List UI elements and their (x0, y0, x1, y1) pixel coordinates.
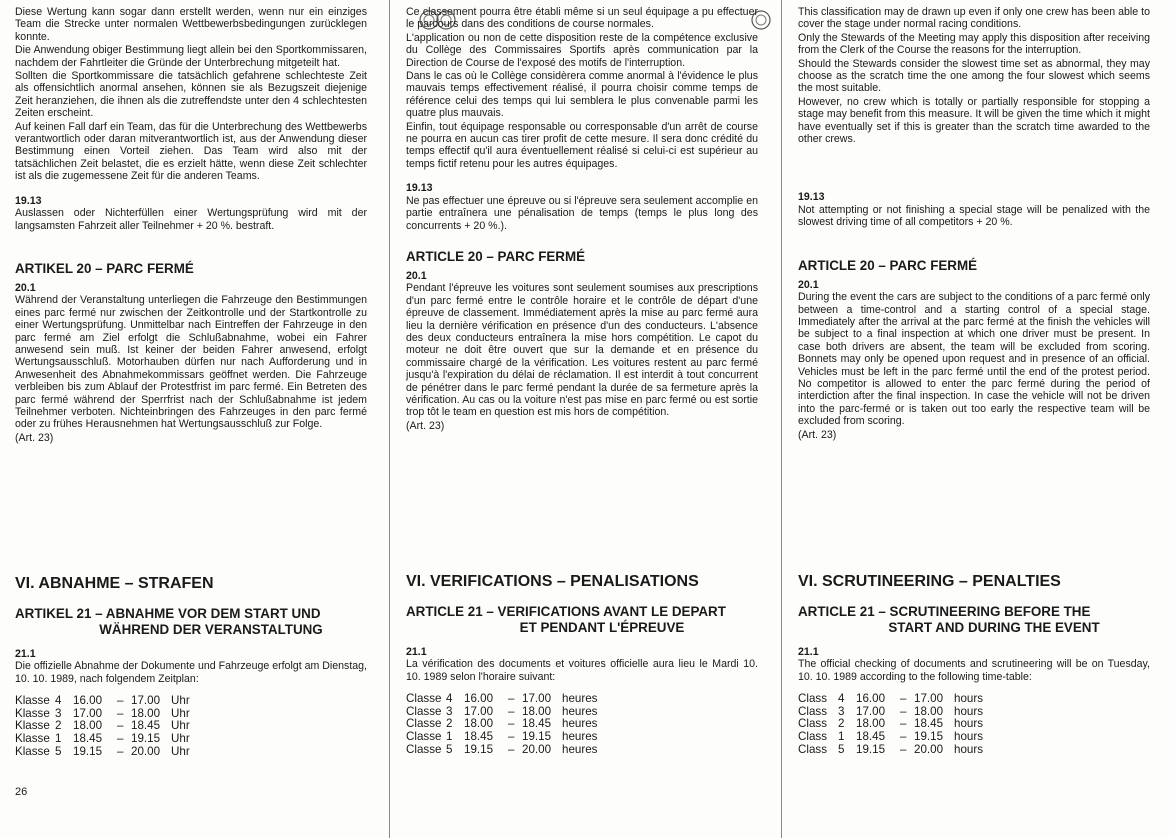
time-dash: – (508, 704, 515, 718)
class-label: Klasse (15, 706, 50, 720)
class-number: 3 (838, 704, 845, 718)
article-heading-line: ARTIKEL 21 – ABNAHME VOR DEM START UND (15, 606, 321, 621)
section-number: 21.1 (798, 646, 819, 658)
paragraph: Sollten die Sportkommissare die tatsächlich gefahrene schlechteste Zeit als offensichtlich anormal ansehen, können sie als Bezugszeit diejenige Zeit heranziehen, die ihnen als die zutreffendste unter den 4 schlechtesten Zeiten erscheint. (15, 70, 367, 120)
class-number: 5 (55, 744, 62, 758)
paragraph: Should the Stewards consider the slowest time set as abnormal, they may choose as the scratch time the one among the four slowest which seems the most suitable. (798, 57, 1150, 95)
time-unit: Uhr (171, 732, 190, 745)
time-from: 17.00 (73, 706, 103, 720)
time-unit: hours (954, 730, 984, 743)
section-heading: VI. SCRUTINEERING – PENALTIES (798, 573, 1061, 590)
time-unit: heures (562, 742, 598, 756)
time-from: 16.00 (856, 692, 886, 706)
time-from: 16.00 (464, 692, 494, 706)
paragraph: Einfin, tout équipage responsable ou corresponsable d'un arrêt de course ne pourra en aucun cas tirer profit de cette mesure. Il sera donc crédité du temps effectif qu'il aura éventuellement réalisé si celui-ci est supérieur au temps fictif retenu pour les autres équipages. (406, 120, 758, 170)
class-label: Classe (406, 692, 442, 706)
timetable-row (406, 744, 758, 757)
article-reference: (Art. 23) (406, 419, 445, 432)
class-number: 1 (55, 732, 62, 745)
time-dash: – (900, 742, 907, 756)
time-unit: Uhr (171, 744, 190, 758)
paragraph: Die offizielle Abnahme der Dokumente und Fahrzeuge erfolgt am Dienstag, 10. 10. 1989, nach folgendem Zeitplan: (15, 660, 367, 685)
time-dash: – (900, 704, 907, 718)
article-heading: ARTIKEL 20 – PARC FERMÉ (15, 260, 194, 276)
time-to: 18.45 (131, 719, 161, 733)
article-heading-line: ET PENDANT L'ÉPREUVE (519, 619, 685, 635)
time-unit: Uhr (171, 719, 190, 733)
class-number: 4 (446, 692, 453, 706)
time-dash: – (117, 706, 124, 720)
english-lower (798, 572, 1150, 756)
section-heading: VI. VERIFICATIONS – PENALISATIONS (406, 573, 699, 590)
paragraph: Ce classement pourra être établi même si un seul équipage a pu effectuer le parcours dans des conditions de course normales. (406, 6, 758, 31)
german-lower (15, 574, 367, 758)
section-number: 21.1 (406, 646, 427, 658)
class-number: 4 (838, 692, 845, 706)
paragraph: Ne pas effectuer une épreuve ou si l'épreuve sera seulement accomplie en partie entraînera une pénalisation de temps (temps le plus long des concurrents + 20 %.). (406, 194, 758, 232)
time-unit: heures (562, 704, 598, 718)
time-dash: – (508, 692, 515, 706)
class-label: Klasse (15, 694, 50, 708)
time-unit: heures (562, 730, 598, 743)
time-to: 17.00 (522, 692, 552, 706)
time-to: 18.00 (522, 704, 552, 718)
time-dash: – (508, 730, 515, 743)
time-from: 17.00 (856, 704, 886, 718)
class-number: 2 (838, 717, 845, 731)
time-dash: – (508, 717, 515, 731)
time-to: 18.00 (131, 706, 161, 720)
timetable-row (406, 731, 758, 744)
section-number: 20.1 (798, 278, 819, 291)
paragraph: During the event the cars are subject to the conditions of a parc fermé only between a time-control and a starting control of a special stage. Immediately after the arrival at the parc fermé at the finish the vehicles will be subject to a final inspection at which one driver must be present. In case both drivers are absent, the team will be excluded from scoring. Bonnets may only be opened upon request and in presence of an official. Vehicles must be left in the parc fermé until the end of the protest period. No competitor is allowed to enter the parc fermé during the period of interdiction after the final inspection. In case the vehicle will not be driven into the parc-fermé or is taken out too early the respective team will be excluded from scoring. (798, 291, 1150, 428)
class-number: 3 (446, 704, 453, 718)
time-unit: hours (954, 692, 984, 706)
time-from: 18.45 (856, 730, 886, 743)
time-unit: hours (954, 704, 984, 718)
time-dash: – (117, 694, 124, 708)
paragraph: Not attempting or not finishing a special stage will be penalized with the slowest driving time of all competitors + 20 %. (798, 203, 1150, 229)
paragraph: The official checking of documents and scrutineering will be on Tuesday, 10. 10. 1989 according to the following time-table: (798, 658, 1150, 683)
time-to: 18.00 (914, 704, 944, 718)
time-from: 18.00 (464, 717, 494, 731)
paragraph: Während der Veranstaltung unterliegen die Fahrzeuge den Bestimmungen eines parc fermé nur zwischen der Zeitkontrolle und der Startkontrolle zu einer Wertungsprüfung. Unmittelbar nach Eintreffen der Fahrzeuge in den parc fermé am Ziel erfolgt die Schlußabnahme, wobei ein Fahrer anwesend sein muß. Ist keiner der beiden Fahrer anwesend, erfolgt Wertungsausschluß. Motorhauben dürfen nur nach Aufforderung und in Anwesenheit des Abnahmekommissars geöffnet werden. Die Fahrzeuge verbleiben bis zum Ablauf der Protestfrist im parc fermé. Ein Betreten des parc fermé während der Sperrfrist nach der Schlußabnahme ist jedem Teilnehmer verboten. Nichteinbringen des Fahrzeuges in den parc fermé oder zu frühes Herausnehmen hat Wertungsausschluß zur Folge. (15, 294, 367, 431)
time-from: 18.45 (73, 732, 103, 745)
article-heading-line: ARTICLE 21 – SCRUTINEERING BEFORE THE (798, 604, 1091, 619)
class-label: Classe (406, 730, 442, 743)
paragraph: This classification may de drawn up even if only one crew has been able to cover the stage under normal racing conditions. (798, 6, 1150, 31)
section-number: 20.1 (406, 269, 427, 282)
paragraph: Dans le cas où le Collège considèrera comme anormal à l'évidence le plus mauvais temps effectivement réalisé, il pourra choisir comme temps de référence celui des temps qui lui semblera le plus convenable parmi les quatre plus mauvais. (406, 70, 758, 120)
class-number: 2 (446, 717, 453, 731)
timetable-row (798, 744, 1150, 757)
article-heading (406, 604, 758, 635)
paragraph: Auf keinen Fall darf ein Team, das für die Unterbrechung des Wettbewerbs verantwortlich oder daran mitverantwortlich ist, aus der Anwendung dieser Bestimmung einen Vorteil ziehen. Das Team wird also mit der tatsächlichen Zeit belastet, die es erzielt hätte, wenn diese Zeit schlechter ist als die zugemessene Zeit für die anderen Teams. (15, 120, 367, 183)
time-dash: – (900, 717, 907, 731)
time-to: 18.45 (522, 717, 552, 731)
time-to: 17.00 (914, 692, 944, 706)
time-from: 16.00 (73, 694, 103, 708)
time-dash: – (900, 730, 907, 743)
class-number: 5 (446, 742, 453, 756)
article-heading-line: START AND DURING THE EVENT (888, 619, 1100, 635)
article-heading (798, 604, 1150, 635)
class-number: 1 (446, 730, 453, 743)
timetable (15, 695, 367, 758)
class-number: 5 (838, 742, 845, 756)
timetable (406, 693, 758, 756)
time-unit: hours (954, 717, 984, 731)
time-dash: – (508, 742, 515, 756)
article-heading: ARTICLE 20 – PARC FERMÉ (406, 248, 586, 264)
time-dash: – (900, 692, 907, 706)
article-reference: (Art. 23) (15, 431, 54, 444)
time-from: 17.00 (464, 704, 494, 718)
time-dash: – (117, 744, 124, 758)
timetable-row (15, 720, 367, 733)
paragraph: However, no crew which is totally or partially responsible for stopping a stage may benefit from this measure. It will be given the time which it might have eventually set if this is greater than the scratch time awarded to the other crews. (798, 95, 1150, 146)
class-label: Class (798, 717, 827, 731)
german-upper (15, 6, 367, 445)
time-from: 18.00 (856, 717, 886, 731)
page-number: 26 (15, 786, 28, 798)
class-number: 1 (838, 730, 845, 743)
section-number: 21.1 (15, 648, 36, 660)
time-unit: heures (562, 717, 598, 731)
column-divider (389, 0, 390, 838)
article-heading-line: WÄHREND DER VERANSTALTUNG (99, 621, 323, 637)
time-unit: hours (954, 742, 984, 756)
class-label: Klasse (15, 719, 50, 733)
time-to: 18.45 (914, 717, 944, 731)
class-label: Classe (406, 717, 442, 731)
english-upper (798, 6, 1150, 442)
timetable-row (798, 731, 1150, 744)
time-from: 19.15 (73, 744, 103, 758)
time-unit: Uhr (171, 706, 190, 720)
class-label: Klasse (15, 732, 50, 745)
paragraph: Only the Stewards of the Meeting may apply this disposition after receiving from the Clerk of the Course the reasons for the interruption. (798, 31, 1150, 57)
article-reference: (Art. 23) (798, 428, 837, 441)
timetable-row (406, 693, 758, 706)
class-label: Klasse (15, 744, 50, 758)
paragraph: Diese Wertung kann sogar dann erstellt werden, wenn nur ein einziges Team die Strecke unter normalen Wettbewerbsbedingungen zurücklegen konnte. (15, 6, 367, 43)
timetable-row (15, 708, 367, 721)
class-label: Classe (406, 704, 442, 718)
time-to: 19.15 (131, 732, 161, 745)
french-lower (406, 572, 758, 756)
section-number: 20.1 (15, 281, 36, 294)
section-number: 19.13 (406, 182, 433, 195)
class-label: Classe (406, 742, 442, 756)
time-to: 20.00 (914, 742, 944, 756)
class-number: 4 (55, 694, 62, 708)
time-dash: – (117, 732, 124, 745)
time-to: 20.00 (131, 744, 161, 758)
paragraph: Pendant l'épreuve les voitures sont seulement soumises aux prescriptions d'un parc fermé entre le contrôle horaire et le contrôle de départ d'une épreuve de classement. Immédiatement après la mise au parc fermé aura lieu la dernière vérification en présence d'un des conducteurs. L'absence des deux conducteurs entraînera la mise hors compétition. Le capot du moteur ne doit être ouvert que sur la demande et en présence du commissaire chargé de la vérification. Les voitures restent au parc fermé jusqu'à l'expiration du délai de réclamation. Il est interdit à tout concurrent de pénétrer dans le parc fermé pendant la durée de sa fermeture après la vérification. Au cas ou la voiture n'est pas mise en parc fermé ou est sortie trop tôt le team en question est mis hors de compétition. (406, 282, 758, 419)
time-from: 19.15 (464, 742, 494, 756)
french-upper (406, 6, 758, 433)
paragraph: Die Anwendung obiger Bestimmung liegt allein bei den Sportkommissaren, nachdem der Fahrtleiter die Gründe der Unterbrechung mitgeteilt hat. (15, 44, 367, 69)
column-divider (781, 0, 782, 838)
section-number: 19.13 (15, 194, 42, 207)
timetable (798, 693, 1150, 756)
time-to: 19.15 (522, 730, 552, 743)
time-to: 17.00 (131, 694, 161, 708)
paragraph: La vérification des documents et voitures officielle aura lieu le Mardi 10. 10. 1989 selon l'horaire suivant: (406, 658, 758, 683)
section-number: 19.13 (798, 191, 825, 204)
time-to: 20.00 (522, 742, 552, 756)
article-heading: ARTICLE 20 – PARC FERMÉ (798, 257, 978, 273)
timetable-row (15, 733, 367, 746)
time-to: 19.15 (914, 730, 944, 743)
paragraph: L'application ou non de cette disposition reste de la compétence exclusive du Collège des Commissaires Sportifs après communication par la Direction de Course de l'exposé des motifs de l'interruption. (406, 31, 758, 69)
time-unit: Uhr (171, 694, 190, 708)
class-label: Class (798, 742, 827, 756)
time-dash: – (117, 719, 124, 733)
class-label: Class (798, 704, 827, 718)
paragraph: Auslassen oder Nichterfüllen einer Wertungsprüfung wird mit der langsamsten Fahrzeit aller Teilnehmer + 20 %. bestraft. (15, 207, 367, 232)
article-heading-line: ARTICLE 21 – VERIFICATIONS AVANT LE DEPART (406, 604, 726, 619)
article-heading (15, 606, 367, 637)
section-heading: VI. ABNAHME – STRAFEN (15, 575, 214, 592)
class-label: Class (798, 730, 827, 743)
time-from: 18.00 (73, 719, 103, 733)
class-number: 2 (55, 719, 62, 733)
timetable-row (798, 693, 1150, 706)
time-unit: heures (562, 692, 598, 706)
class-number: 3 (55, 706, 62, 720)
timetable-row (15, 695, 367, 708)
timetable-row (15, 746, 367, 759)
time-from: 18.45 (464, 730, 494, 743)
time-from: 19.15 (856, 742, 886, 756)
class-label: Class (798, 692, 827, 706)
